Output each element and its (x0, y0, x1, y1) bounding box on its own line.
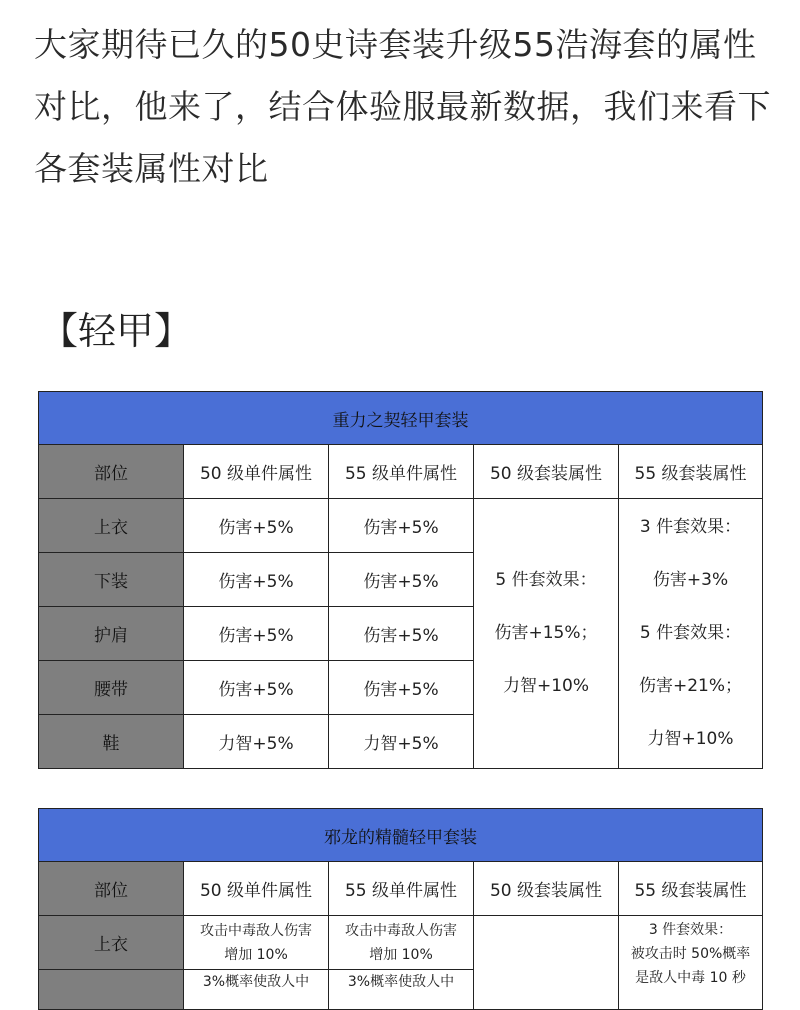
cell-line: 攻击中毒敌人伤害 (345, 922, 457, 939)
table-title: 邪龙的精髓轻甲套装 (39, 809, 763, 862)
cell-line: 攻击中毒敌人伤害 (200, 922, 312, 939)
set-line: 被攻击时 50%概率 (630, 946, 751, 962)
lv55-cell: 伤害+5% (329, 499, 474, 553)
evil-dragon-set-table (38, 808, 763, 1010)
intro-paragraph: 大家期待已久的50史诗套装升级55浩海套的属性对比，他来了，结合体验服最新数据，我们来看下各套装属性对比 (34, 25, 771, 188)
header-lv50-set: 50 级套装属性 (474, 445, 619, 499)
set-line: 5 件套效果： (495, 570, 597, 590)
header-part: 部位 (39, 862, 184, 916)
lv55-cell: 伤害+5% (329, 607, 474, 661)
header-lv55-single: 55 级单件属性 (329, 862, 474, 916)
set-line: 是敌人中毒 10 秒 (635, 970, 746, 986)
set-line: 5 件套效果： (639, 623, 742, 643)
section-heading-light-armor: 【轻甲】 (40, 309, 193, 353)
set-line: 伤害+21%； (639, 676, 743, 696)
lv50-set-cell (474, 916, 619, 1010)
lv55-cell: 3%概率使敌人中 (329, 970, 474, 1010)
set-line: 力智+10% (647, 729, 734, 749)
lv50-cell (184, 916, 329, 970)
part-cell: 上衣 (39, 916, 184, 970)
part-cell: 鞋 (39, 715, 184, 769)
part-cell: 上衣 (39, 499, 184, 553)
part-cell: 腰带 (39, 661, 184, 715)
lv50-cell: 伤害+5% (184, 607, 329, 661)
header-part: 部位 (39, 445, 184, 499)
part-cell: 下装 (39, 553, 184, 607)
lv55-set-cell (619, 916, 763, 1010)
header-lv50-set: 50 级套装属性 (474, 862, 619, 916)
header-lv55-set: 55 级套装属性 (619, 445, 763, 499)
set-line: 伤害+3% (652, 570, 729, 590)
set-line: 3 件套效果： (648, 922, 733, 938)
header-lv55-set: 55 级套装属性 (619, 862, 763, 916)
set-line: 3 件套效果： (639, 517, 742, 537)
lv55-cell: 伤害+5% (329, 661, 474, 715)
part-cell: 护肩 (39, 607, 184, 661)
table-row (39, 916, 763, 970)
table-row (39, 499, 763, 553)
lv55-cell: 力智+5% (329, 715, 474, 769)
lv50-cell: 伤害+5% (184, 499, 329, 553)
lv55-set-cell (619, 499, 763, 769)
lv55-cell: 伤害+5% (329, 553, 474, 607)
part-cell (39, 970, 184, 1010)
header-lv50-single: 50 级单件属性 (184, 445, 329, 499)
set-line: 力智+10% (502, 676, 590, 696)
gravity-set-table (38, 391, 763, 769)
header-lv55-single: 55 级单件属性 (329, 445, 474, 499)
set-line: 伤害+15%； (494, 623, 598, 643)
header-lv50-single: 50 级单件属性 (184, 862, 329, 916)
lv50-set-cell (474, 499, 619, 769)
cell-line: 增加 10% (224, 946, 288, 963)
lv50-cell: 伤害+5% (184, 553, 329, 607)
lv50-cell: 3%概率使敌人中 (184, 970, 329, 1010)
cell-line: 增加 10% (369, 946, 433, 963)
table-title: 重力之契轻甲套装 (39, 392, 763, 445)
lv50-cell: 力智+5% (184, 715, 329, 769)
lv50-cell: 伤害+5% (184, 661, 329, 715)
lv55-cell (329, 916, 474, 970)
